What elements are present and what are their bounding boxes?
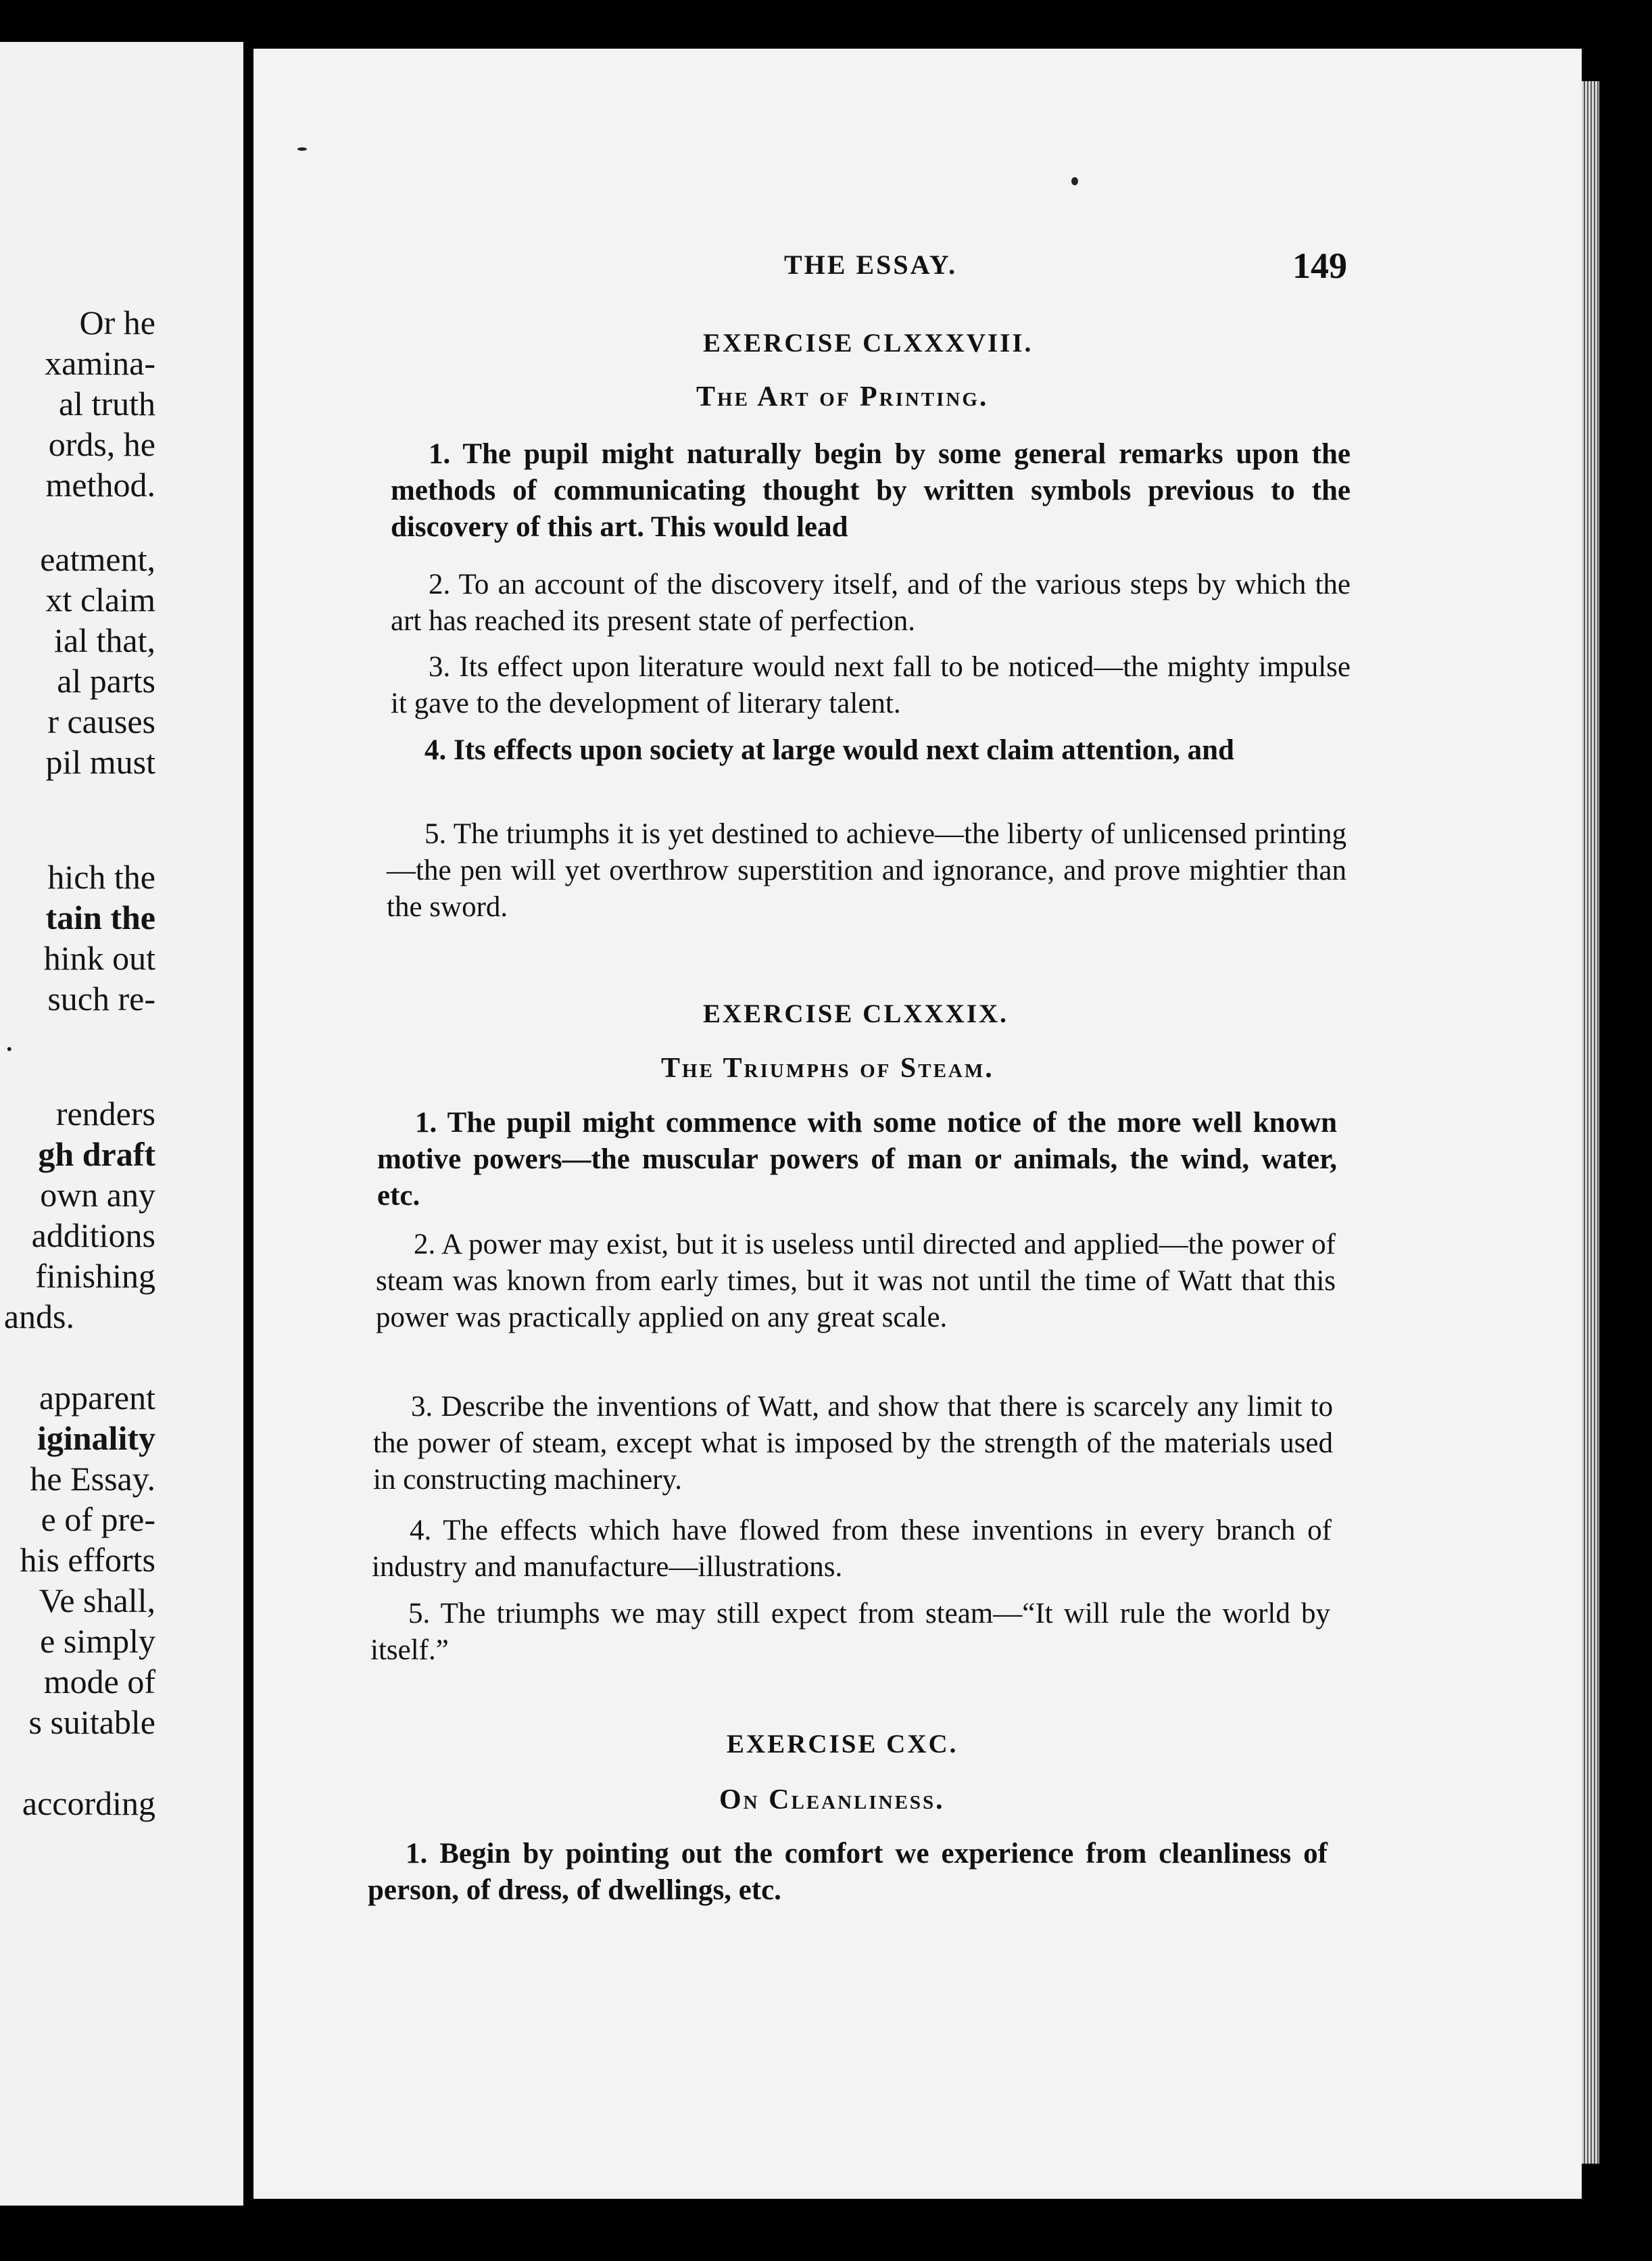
left-page-line: ands. <box>3 1298 74 1335</box>
left-page-line: according <box>22 1784 155 1822</box>
paragraph: 5. The triumphs it is yet destined to achieve—the liberty of unlicensed printing—the pen will yet overthrow superstition and ignorance, and prove mightier than the sword. <box>387 818 1346 923</box>
left-page-line: he Essay. <box>30 1460 155 1498</box>
left-page-line: hink out <box>43 939 155 977</box>
left-page-line: method. <box>45 466 155 504</box>
paragraph: 5. The triumphs we may still expect from steam—“It will rule the world by itself.” <box>370 1598 1330 1666</box>
left-page-line: al parts <box>57 662 155 700</box>
paragraph: 2. To an account of the discovery itself, and of the various steps by which the art has reached its present state of perfection. <box>391 569 1351 637</box>
exercise-heading: EXERCISE CLXXXVIII. <box>703 329 1034 358</box>
paragraph: 4. The effects which have flowed from these inventions in every branch of industry and manufacture—illustrations. <box>372 1515 1332 1583</box>
paragraph: 4. Its effects upon society at large would next claim attention, and <box>424 734 1234 766</box>
paragraph: 1. Begin by pointing out the comfort we experience from cleanliness of person, of dress, of dwellings, etc. <box>368 1838 1328 1906</box>
left-page-line: ial that, <box>54 621 155 659</box>
left-page-line: gh draft <box>38 1135 155 1173</box>
left-page-line: hich the <box>47 858 155 896</box>
left-page-line: ords, he <box>48 425 155 463</box>
left-page-line: xt claim <box>45 581 155 619</box>
ink-speck <box>297 147 307 151</box>
left-page-line: finishing <box>35 1257 155 1295</box>
paragraph: 1. The pupil might naturally begin by some general remarks upon the methods of communicating thought by written symbols previous to the discovery of this art. This would lead <box>391 438 1351 543</box>
left-page-line: own any <box>40 1176 155 1214</box>
page-number: 149 <box>1292 245 1347 286</box>
paragraph: 2. A power may exist, but it is useless until directed and applied—the power of steam was known from early times, but it was not until the time of Watt that this power was practically applied on any great scale. <box>376 1229 1336 1333</box>
exercise-title: The Triumphs of Steam. <box>661 1053 994 1084</box>
left-page-line: tain the <box>45 899 155 936</box>
exercise-title: The Art of Printing. <box>696 381 989 412</box>
left-page-line: pil must <box>45 743 155 781</box>
left-page-line: additions <box>31 1216 155 1254</box>
left-page-fragment <box>0 42 243 2206</box>
exercise-title: On Cleanliness. <box>719 1784 945 1815</box>
left-page-line: e of pre- <box>41 1500 155 1538</box>
left-page-line: iginality <box>37 1419 155 1457</box>
page-edge <box>1582 81 1599 2164</box>
exercise-heading: EXERCISE CLXXXIX. <box>703 999 1009 1028</box>
paragraph: 3. Describe the inventions of Watt, and show that there is scarcely any limit to the power of steam, except what is imposed by the strength of the materials used in constructing machinery. <box>373 1391 1333 1496</box>
paragraph: 3. Its effect upon literature would next fall to be noticed—the mighty impulse it gave to the development of literary talent. <box>391 651 1351 719</box>
left-page-line: e simply <box>40 1622 155 1660</box>
left-page-line: his efforts <box>20 1541 155 1579</box>
left-page-line: . <box>5 1020 14 1058</box>
left-page-line: Ve shall, <box>39 1581 155 1619</box>
left-page-line: r causes <box>47 703 155 740</box>
exercise-heading: EXERCISE CXC. <box>727 1730 958 1759</box>
paragraph: 1. The pupil might commence with some notice of the more well known motive powers—the muscular powers of man or animals, the wind, water, etc. <box>377 1107 1337 1212</box>
left-page-line: xamina- <box>45 344 155 382</box>
left-page-line: s suitable <box>28 1703 155 1741</box>
left-page-line: apparent <box>39 1379 155 1417</box>
left-page-line: renders <box>55 1095 155 1133</box>
left-page-line: such re- <box>47 980 155 1018</box>
left-page-line: mode of <box>43 1663 155 1700</box>
ink-speck <box>1071 177 1078 185</box>
running-head: THE ESSAY. <box>784 249 958 280</box>
left-page-line: eatment, <box>40 540 155 578</box>
left-page-line: Or he <box>79 304 155 341</box>
left-page-line: al truth <box>58 385 155 423</box>
